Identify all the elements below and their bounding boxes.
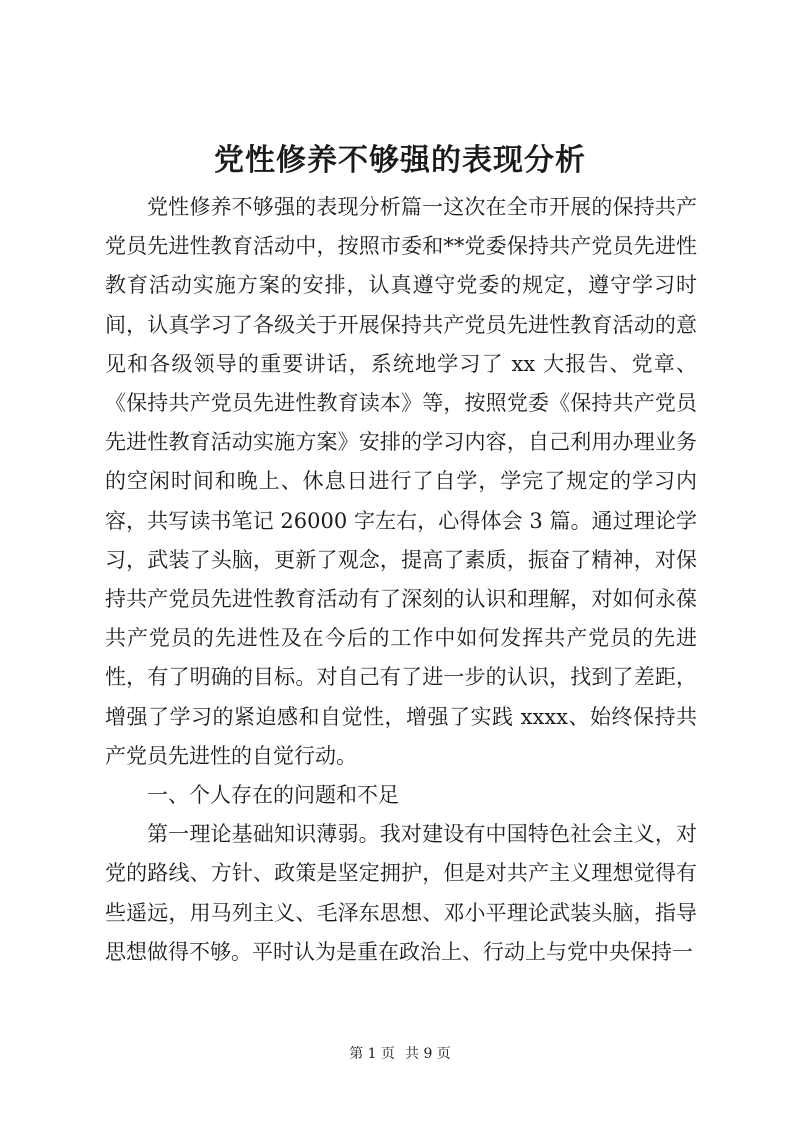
section-heading: 一、个人存在的问题和不足 bbox=[147, 783, 399, 808]
page-number: 第 1 页 bbox=[349, 1046, 395, 1062]
paragraph-intro: 党性修养不够强的表现分析篇一这次在全市开展的保持共产党员先进性教育活动中，按照市委和**党委保持共产党员先进性教育活动实施方案的安排，认真遵守党委的规定，遵守学习时间，认真学习了各级关于开展保持共产党员先进性教育活动的意见和各级领导的重要讲话，系统地学习了 xx 大报告、党章、《保持共产党员先进性教育读本》等，按照党委《保持共产党员先进性教育活动实施方案》安排的学习内容，自己利用办理业务的空闲时间和晚上、休息日进行了自学，学完了规定的学习内容，共写读书笔记 26000 字左右，心得体会 3 篇。通过理论学习，武装了头脑，更新了观念，提高了素质，振奋了精神，对保持共产党员先进性教育活动有了深刻的认识和理解，对如何永葆共产党员的先进性及在今后的工作中如何发挥共产党员的先进性，有了明确的目标。对自己有了进一步的认识，找到了差距，增强了学习的紧迫感和自觉性，增强了实践 xxxx、始终保持共产党员先进性的自觉行动。 bbox=[105, 195, 697, 768]
paragraph-theory: 第一理论基础知识薄弱。我对建设有中国特色社会主义，对党的路线、方针、政策是坚定拥护，但是对共产主义理想觉得有些遥远，用马列主义、毛泽东思想、邓小平理论武装头脑，指导思想做得不够。平时认为是重在政治上、行动上与党中央保持一 bbox=[105, 822, 697, 964]
page-footer bbox=[0, 1044, 800, 1064]
document-title: 党性修养不够强的表现分析 bbox=[214, 143, 586, 178]
document-body bbox=[105, 188, 697, 972]
page-total: 共 9 页 bbox=[405, 1046, 451, 1062]
